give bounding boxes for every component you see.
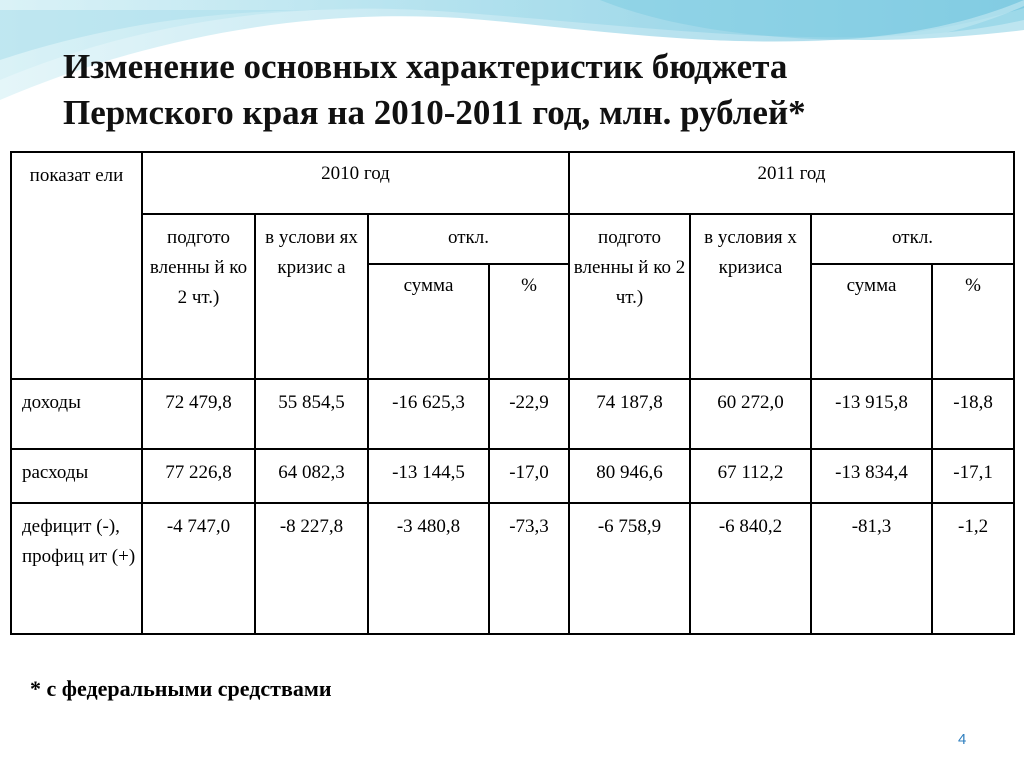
table-cell: -13 915,8 [811, 379, 932, 449]
header-2010-deviation: откл. [368, 214, 569, 264]
header-2011-prepared: подгото вленны й ко 2 чт.) [569, 214, 690, 379]
table-cell: -6 840,2 [690, 503, 811, 634]
table-cell: -17,1 [932, 449, 1014, 503]
table-cell: -1,2 [932, 503, 1014, 634]
table-cell: 72 479,8 [142, 379, 255, 449]
table-cell: 55 854,5 [255, 379, 368, 449]
table-cell: 67 112,2 [690, 449, 811, 503]
table-row [11, 449, 1014, 503]
table-cell: -81,3 [811, 503, 932, 634]
table-row [11, 503, 1014, 634]
header-2010-percent: % [489, 264, 569, 379]
header-year-2011: 2011 год [569, 152, 1014, 214]
table-cell: -16 625,3 [368, 379, 489, 449]
title-line-1: Изменение основных характеристик бюджета [63, 47, 788, 86]
table-cell: -6 758,9 [569, 503, 690, 634]
table-cell: 77 226,8 [142, 449, 255, 503]
table-cell: -13 834,4 [811, 449, 932, 503]
header-2011-deviation: откл. [811, 214, 1014, 264]
table-row [11, 379, 1014, 449]
footnote: * с федеральными средствами [30, 676, 332, 701]
table-cell: 80 946,6 [569, 449, 690, 503]
header-2011-percent: % [932, 264, 1014, 379]
table-cell: -22,9 [489, 379, 569, 449]
table-cell: 60 272,0 [690, 379, 811, 449]
page-number: 4 [958, 731, 967, 748]
row-label-expenses: расходы [11, 449, 142, 503]
table-cell: -13 144,5 [368, 449, 489, 503]
header-2010-sum: сумма [368, 264, 489, 379]
header-year-2010: 2010 год [142, 152, 569, 214]
header-2011-sum: сумма [811, 264, 932, 379]
table-cell: -4 747,0 [142, 503, 255, 634]
title-line-2: Пермского края на 2010-2011 год, млн. рублей* [63, 93, 806, 132]
table-cell: -17,0 [489, 449, 569, 503]
header-2010-prepared: подгото вленны й ко 2 чт.) [142, 214, 255, 379]
header-indicators: показат ели [11, 152, 142, 379]
table-cell: -73,3 [489, 503, 569, 634]
header-2010-crisis: в услови ях кризис а [255, 214, 368, 379]
slide-title [63, 44, 963, 136]
row-label-deficit: дефицит (-), профиц ит (+) [11, 503, 142, 634]
header-2011-crisis: в условия х кризиса [690, 214, 811, 379]
table-cell: -8 227,8 [255, 503, 368, 634]
budget-table [10, 151, 1015, 635]
table-cell: -3 480,8 [368, 503, 489, 634]
table-cell: 64 082,3 [255, 449, 368, 503]
row-label-income: доходы [11, 379, 142, 449]
table-cell: -18,8 [932, 379, 1014, 449]
table-cell: 74 187,8 [569, 379, 690, 449]
